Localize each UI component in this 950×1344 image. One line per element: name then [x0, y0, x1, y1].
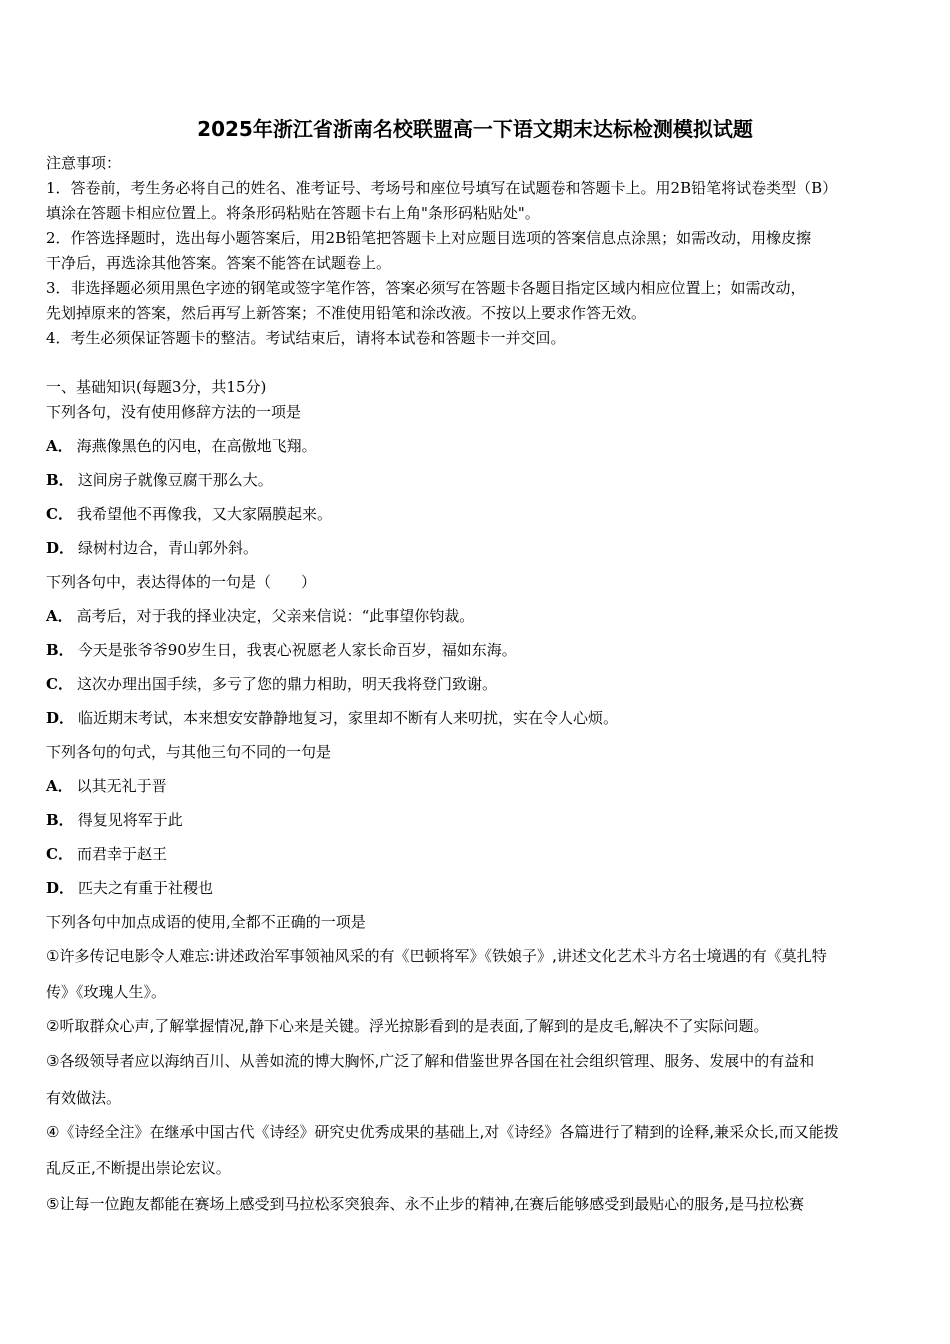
notice-heading: 注意事项： — [46, 154, 122, 172]
option-letter: D． — [46, 879, 75, 897]
question-stem: 下列各句的句式，与其他三句不同的一句是 — [46, 743, 332, 761]
question-line: 有效做法。 — [46, 1089, 122, 1107]
option-letter: B． — [46, 811, 74, 829]
question-line: ④《诗经全注》在继承中国古代《诗经》研究史优秀成果的基础上,对《诗经》各篇进行了精到的诠释,兼采众长,而又能拨 — [46, 1123, 839, 1141]
option-letter: B． — [46, 641, 74, 659]
option-b — [46, 639, 517, 660]
option-text: 得复见将军于此 — [77, 811, 183, 829]
question-line: ③各级领导者应以海纳百川、从善如流的博大胸怀,广泛了解和借鉴世界各国在社会组织管理、服务、发展中的有益和 — [46, 1052, 815, 1070]
option-a — [46, 605, 474, 626]
option-letter: A． — [46, 437, 73, 455]
option-c — [46, 673, 497, 694]
option-letter: D． — [46, 709, 75, 727]
option-a — [46, 775, 167, 796]
option-letter: A． — [46, 607, 73, 625]
option-c — [46, 503, 332, 524]
option-d — [46, 707, 618, 728]
question-line: ⑤让每一位跑友都能在赛场上感受到马拉松豕突狼奔、永不止步的精神,在赛后能够感受到最贴心的服务,是马拉松赛 — [46, 1195, 804, 1213]
option-text: 以其无礼于晋 — [76, 777, 167, 795]
option-letter: D． — [46, 539, 75, 557]
option-text: 今天是张爷爷90岁生日，我衷心祝愿老人家长命百岁，福如东海。 — [77, 641, 517, 659]
option-letter: C． — [46, 675, 73, 693]
option-d — [46, 537, 258, 558]
notice-line: 干净后，再选涂其他答案。答案不能答在试题卷上。 — [46, 254, 392, 272]
notice-line: 填涂在答题卡相应位置上。将条形码粘贴在答题卡右上角"条形码粘贴处"。 — [46, 204, 540, 222]
notice-line: 1．答卷前，考生务必将自己的姓名、准考证号、考场号和座位号填写在试题卷和答题卡上。用2B铅笔将试卷类型（B） — [46, 179, 838, 197]
option-text: 匹夫之有重于社稷也 — [78, 879, 214, 897]
question-line: ②听取群众心声,了解掌握情况,静下心来是关键。浮光掠影看到的是表面,了解到的是皮毛,解决不了实际问题。 — [46, 1017, 769, 1035]
option-letter: A． — [46, 777, 73, 795]
question-stem: 下列各句中加点成语的使用,全都不正确的一项是 — [46, 913, 366, 931]
question-line: 乱反正,不断提出崇论宏议。 — [46, 1159, 231, 1177]
option-b — [46, 469, 273, 490]
notice-line: 3．非选择题必须用黑色字迹的钢笔或签字笔作答，答案必须写在答题卡各题目指定区域内相应位置上；如需改动， — [46, 279, 806, 297]
option-text: 这次办理出国手续，多亏了您的鼎力相助，明天我将登门致谢。 — [76, 675, 497, 693]
section-heading: 一、基础知识(每题3分，共15分) — [46, 378, 267, 396]
option-text: 而君幸于赵王 — [76, 845, 167, 863]
page-title: 2025年浙江省浙南名校联盟高一下语文期末达标检测模拟试题 — [197, 117, 753, 141]
option-text: 高考后，对于我的择业决定，父亲来信说：“此事望你钧裁。 — [76, 607, 475, 625]
question-stem: 下列各句中，表达得体的一句是（ ） — [46, 573, 317, 591]
option-text: 这间房子就像豆腐干那么大。 — [77, 471, 273, 489]
option-letter: B． — [46, 471, 74, 489]
option-text: 海燕像黑色的闪电，在高傲地飞翔。 — [76, 437, 317, 455]
option-b — [46, 809, 183, 830]
option-text: 我希望他不再像我，又大家隔膜起来。 — [76, 505, 332, 523]
option-c — [46, 843, 167, 864]
question-line: 传》《玫瑰人生》。 — [46, 983, 167, 1001]
question-line: ①许多传记电影令人难忘:讲述政治军事领袖风采的有《巴顿将军》《铁娘子》,讲述文化艺术斗方名士境遇的有《莫扎特 — [46, 947, 827, 965]
option-text: 绿树村边合，青山郭外斜。 — [78, 539, 259, 557]
option-letter: C． — [46, 845, 73, 863]
option-letter: C． — [46, 505, 73, 523]
notice-line: 4．考生必须保证答题卡的整洁。考试结束后，请将本试卷和答题卡一并交回。 — [46, 329, 566, 347]
option-d — [46, 877, 213, 898]
option-text: 临近期末考试，本来想安安静静地复习，家里却不断有人来叨扰，实在令人心烦。 — [78, 709, 619, 727]
option-a — [46, 435, 317, 456]
notice-line: 先划掉原来的答案，然后再写上新答案；不准使用铅笔和涂改液。不按以上要求作答无效。 — [46, 304, 647, 322]
question-stem: 下列各句，没有使用修辞方法的一项是 — [46, 403, 302, 421]
notice-line: 2．作答选择题时，选出每小题答案后，用2B铅笔把答题卡上对应题目选项的答案信息点涂黑；如需改动，用橡皮擦 — [46, 229, 812, 247]
